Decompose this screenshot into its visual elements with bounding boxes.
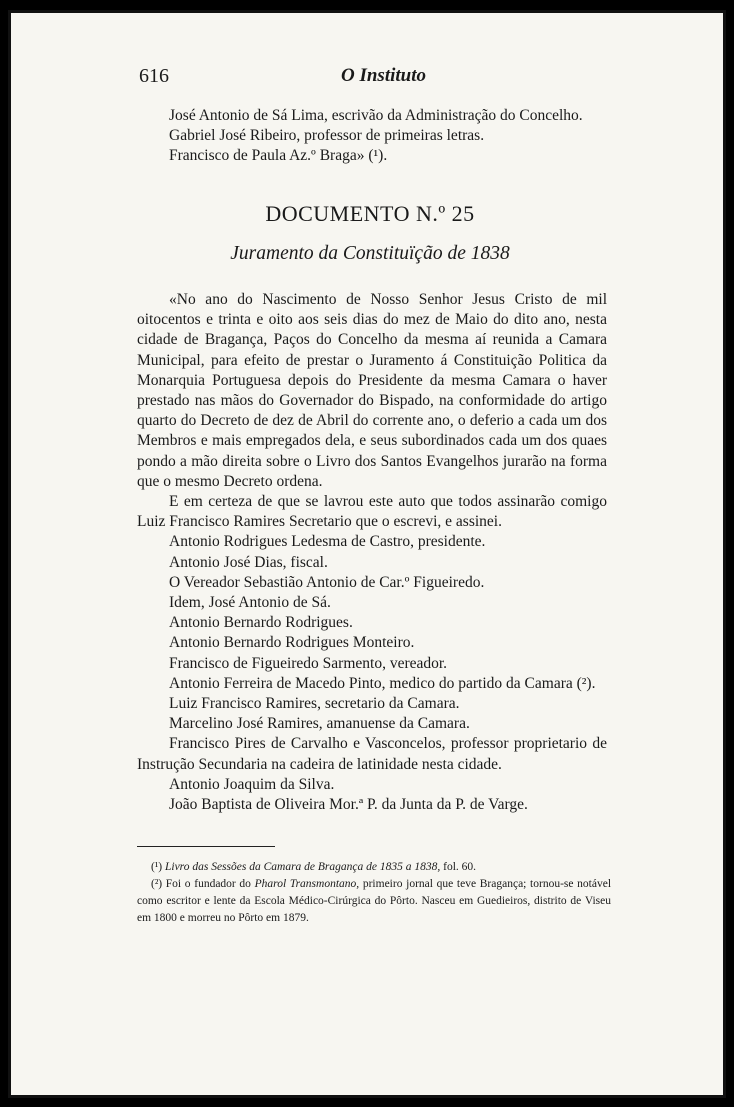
page-header	[11, 65, 723, 93]
body-paragraph: E em certeza de que se lavrou este auto que todos assinarão comigo Luiz Francisco Ramires Secretario que o escrevi, e assinei.	[137, 493, 607, 531]
signatory-paragraph: Francisco Pires de Carvalho e Vasconcelos, professor proprietario de Instrução Secundaria na cadeira de latinidade nesta cidade.	[137, 735, 607, 773]
document-body	[137, 290, 607, 815]
signatory-line: Francisco de Paula Az.º Braga» (¹).	[169, 147, 388, 165]
signatory-line: Antonio José Dias, fiscal.	[169, 553, 328, 571]
signatory-line: Antonio Bernardo Rodrigues Monteiro.	[169, 634, 415, 652]
footnotes	[137, 859, 611, 927]
top-signatories	[169, 106, 609, 167]
signatory-line: Antonio Bernardo Rodrigues.	[169, 614, 353, 632]
signatory-line: O Vereador Sebastião Antonio de Car.º Figueiredo.	[169, 573, 485, 591]
signatory-line: Francisco de Figueiredo Sarmento, vereador.	[169, 654, 448, 672]
signatories-list	[137, 775, 607, 815]
footnote-2: (²) Foi o fundador do Pharol Transmontano, primeiro jornal que teve Bragança; tornou-se notável como escritor e lente da Escola Médico-Cirúrgica do Pôrto. Nasceu em Guedieiros, distrito de Viseu em 1800 e morreu no Pôrto em 1879.	[137, 878, 612, 924]
running-title: O Instituto	[341, 65, 427, 86]
signatory-line: Antonio Joaquim da Silva.	[169, 775, 335, 793]
signatory-line: Idem, José Antonio de Sá.	[169, 594, 331, 612]
signatory-line: Antonio Rodrigues Ledesma de Castro, presidente.	[169, 533, 486, 551]
signatory-line: Luiz Francisco Ramires, secretario da Camara.	[169, 695, 460, 713]
signatory-line: João Baptista de Oliveira Mor.ª P. da Junta da P. de Varge.	[169, 796, 528, 814]
footnote-1: (¹) Livro das Sessões da Camara de Bragança de 1835 a 1838, fol. 60.	[151, 861, 477, 873]
signatory-line: Marcelino José Ramires, amanuense da Camara.	[169, 715, 470, 733]
page-number: 616	[139, 65, 169, 87]
signatories-list	[137, 532, 607, 673]
signatory-line: José Antonio de Sá Lima, escrivão da Administração do Concelho.	[169, 107, 583, 124]
signatories-list	[137, 694, 607, 734]
document-subtitle: Juramento da Constituïção de 1838	[230, 243, 510, 264]
signatory-paragraph: Antonio Ferreira de Macedo Pinto, medico do partido da Camara (²).	[169, 674, 596, 692]
document-title: DOCUMENTO N.º 25	[265, 201, 475, 226]
footnote-divider	[137, 846, 275, 847]
body-paragraph: «No ano do Nascimento de Nosso Senhor Jesus Cristo de mil oitocentos e trinta e oito aos seis dias do mez de Maio do dito ano, nesta cidade de Bragança, Paços do Concelho da mesma aí reunida a Camara Municipal, para efeito de prestar o Juramento á Constituição Politica da Monarquia Portuguesa depois do Presidente da mesma Camara o haver prestado nas mãos do Governador do Bispado, na conformidade do artigo quarto do Decreto de dez de Abril do corrente ano, o deferio a cada um dos Membros e mais empregados dela, e seus subordinados cada um dos quaes pondo a mão direita sobre o Livro dos Santos Evangelhos jurarão na forma que o mesmo Decreto ordena.	[137, 291, 607, 490]
book-page	[8, 10, 726, 1098]
signatory-line: Gabriel José Ribeiro, professor de primeiras letras.	[169, 127, 485, 145]
